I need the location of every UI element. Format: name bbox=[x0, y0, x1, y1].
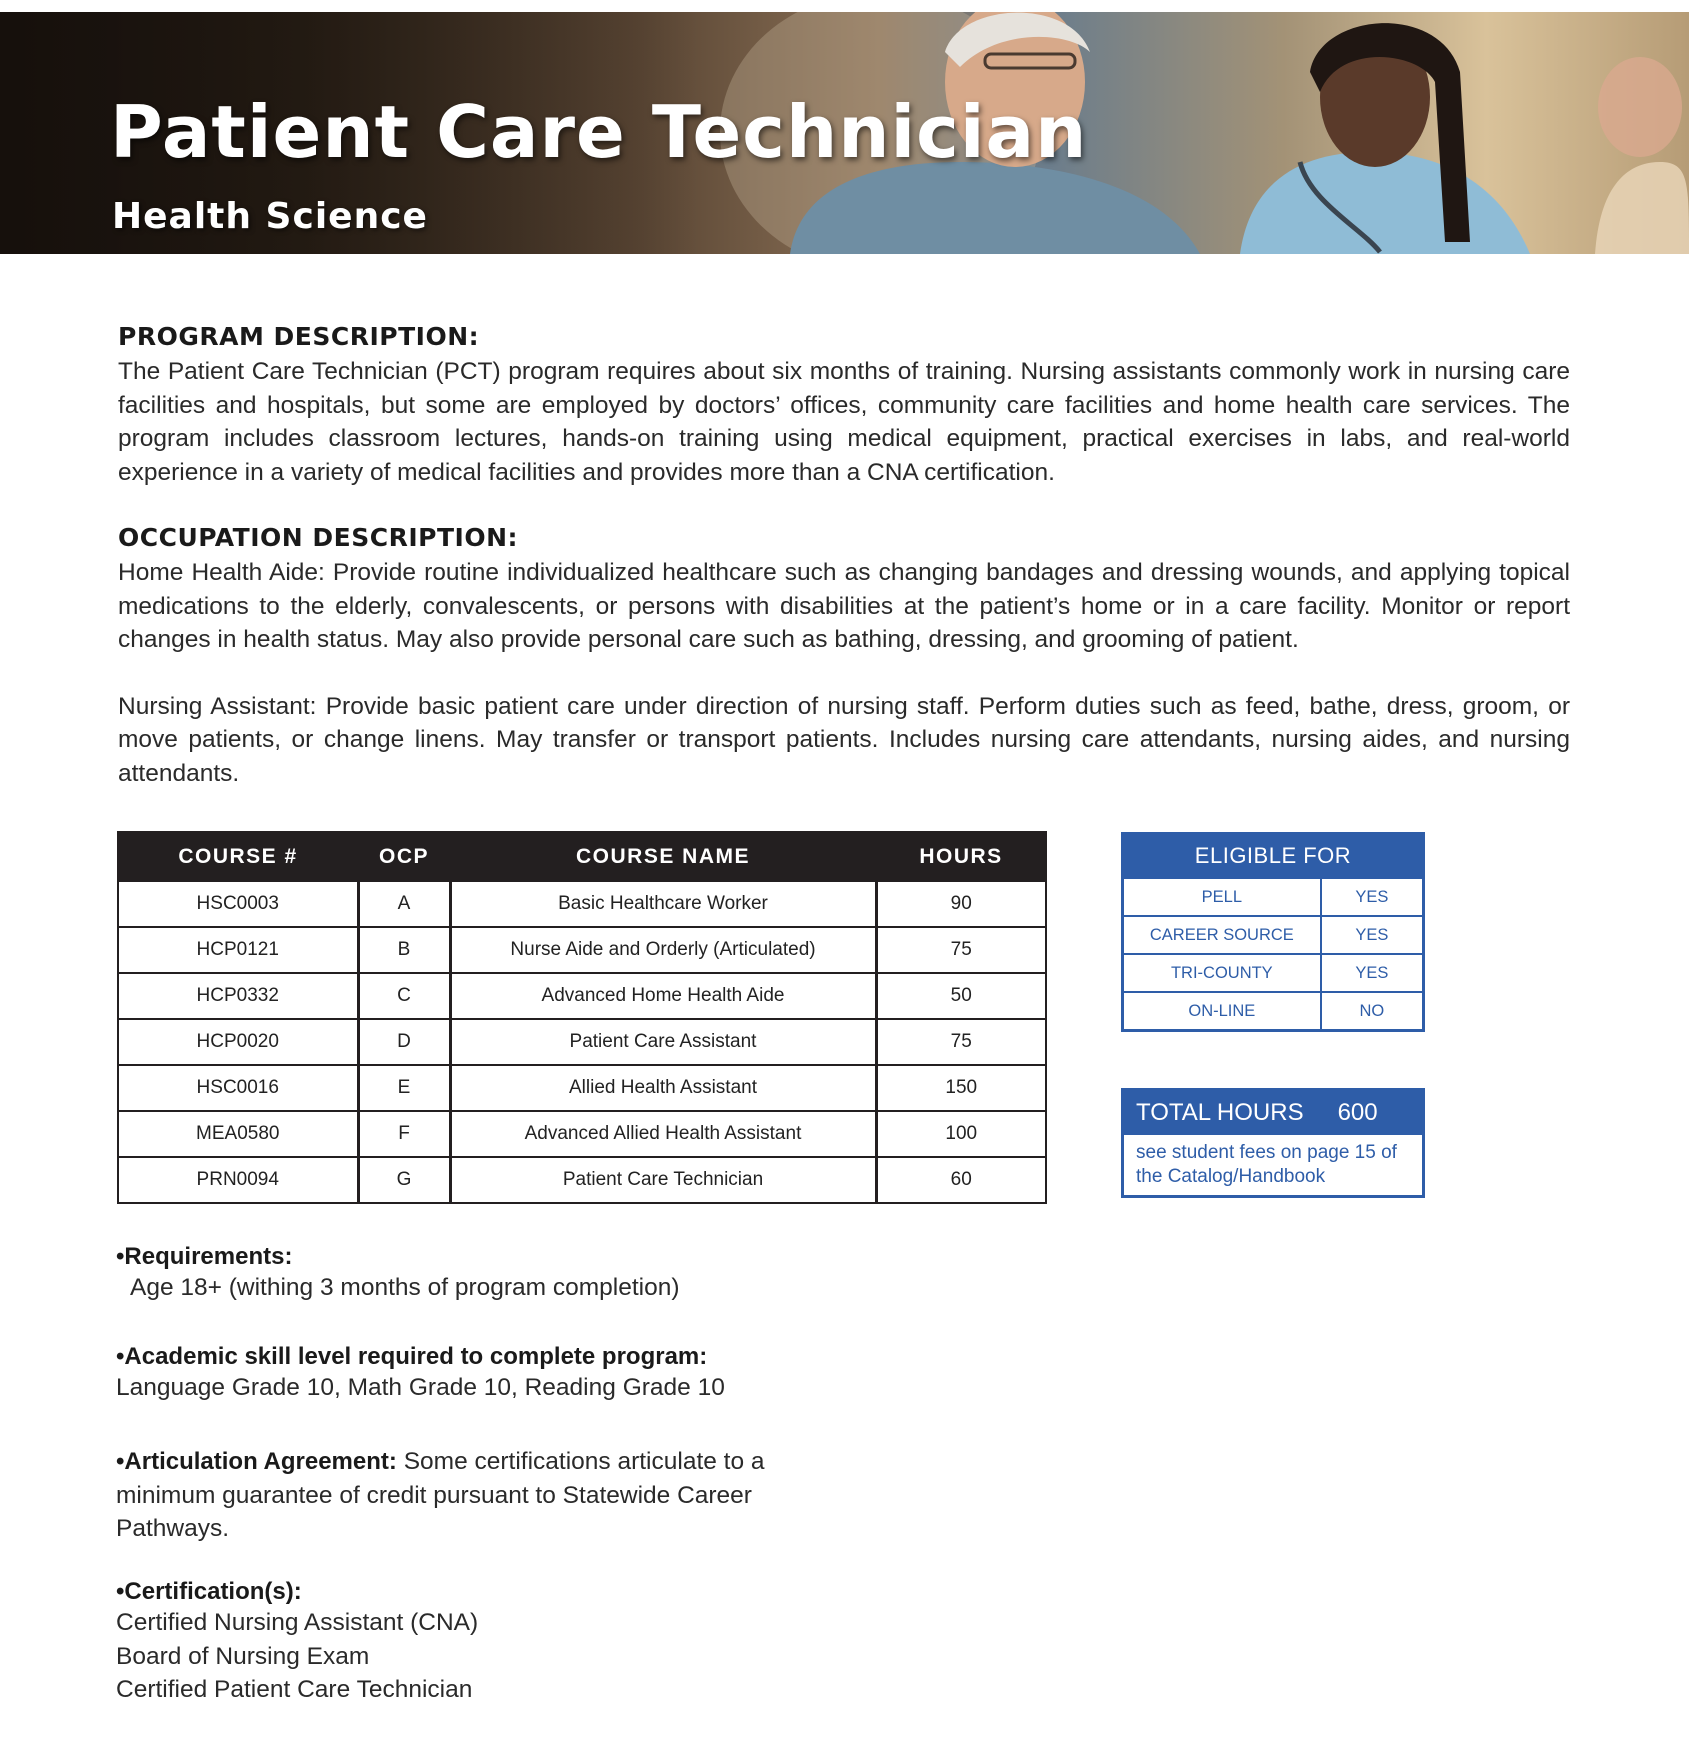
eligible-row bbox=[1124, 916, 1422, 954]
articulation-label: •Articulation Agreement: bbox=[116, 1448, 397, 1475]
certification-item: Certified Patient Care Technician bbox=[116, 1676, 473, 1703]
col-header-hours: HOURS bbox=[876, 832, 1046, 881]
course-number: MEA0580 bbox=[118, 1111, 358, 1157]
academic-skill-label: •Academic skill level required to complete program: bbox=[116, 1343, 708, 1370]
program-description-heading: PROGRAM DESCRIPTION: bbox=[118, 322, 480, 351]
course-hours: 75 bbox=[876, 927, 1046, 973]
academic-skill-text: Language Grade 10, Math Grade 10, Reading Grade 10 bbox=[116, 1374, 725, 1401]
course-ocp: C bbox=[358, 973, 450, 1019]
course-number: HCP0332 bbox=[118, 973, 358, 1019]
eligible-row bbox=[1124, 992, 1422, 1029]
course-name: Advanced Allied Health Assistant bbox=[450, 1111, 876, 1157]
requirements-text: Age 18+ (withing 3 months of program completion) bbox=[130, 1274, 680, 1301]
eligible-for-table bbox=[1124, 877, 1422, 1029]
total-hours-label: TOTAL HOURS bbox=[1136, 1099, 1304, 1126]
certification-item: Board of Nursing Exam bbox=[116, 1642, 370, 1670]
certifications-label: •Certification(s): bbox=[116, 1578, 302, 1605]
course-ocp: G bbox=[358, 1157, 450, 1203]
program-description-text: The Patient Care Technician (PCT) program requires about six months of training. Nursing assistants commonly work in nursing care facilities and hospitals, but some are employed by doctors’ offices, community care facilities and home health care services. The program includes classroom lectures, hands-on training using medical equipment, practical exercises in labs, and real-world experience in a variety of medical facilities and provides more than a CNA certification. bbox=[118, 358, 1570, 486]
course-hours: 90 bbox=[876, 881, 1046, 927]
eligible-row bbox=[1124, 878, 1422, 916]
course-number: HSC0003 bbox=[118, 881, 358, 927]
eligible-label: CAREER SOURCE bbox=[1124, 916, 1321, 954]
table-row bbox=[118, 927, 1046, 973]
course-ocp: D bbox=[358, 1019, 450, 1065]
course-table-header bbox=[118, 832, 1046, 881]
occupation-description-section bbox=[118, 523, 1570, 790]
course-number: HCP0020 bbox=[118, 1019, 358, 1065]
course-name: Patient Care Technician bbox=[450, 1157, 876, 1203]
eligible-label: TRI-COUNTY bbox=[1124, 954, 1321, 992]
course-name: Patient Care Assistant bbox=[450, 1019, 876, 1065]
eligible-label: ON-LINE bbox=[1124, 992, 1321, 1029]
course-number: PRN0094 bbox=[118, 1157, 358, 1203]
course-hours: 100 bbox=[876, 1111, 1046, 1157]
course-hours: 150 bbox=[876, 1065, 1046, 1111]
eligible-value: NO bbox=[1321, 992, 1422, 1029]
table-row bbox=[118, 1019, 1046, 1065]
course-number: HCP0121 bbox=[118, 927, 358, 973]
table-row bbox=[118, 1111, 1046, 1157]
certifications-section bbox=[116, 1578, 816, 1707]
eligible-for-box bbox=[1121, 832, 1425, 1032]
course-name: Basic Healthcare Worker bbox=[450, 881, 876, 927]
table-row bbox=[118, 1065, 1046, 1111]
page-title: Patient Care Technician bbox=[110, 90, 1088, 174]
course-table bbox=[117, 831, 1047, 1204]
eligible-for-heading: ELIGIBLE FOR bbox=[1124, 835, 1422, 877]
col-header-course-number: COURSE # bbox=[118, 832, 358, 881]
course-name: Allied Health Assistant bbox=[450, 1065, 876, 1111]
header-banner bbox=[0, 12, 1689, 254]
eligible-value: YES bbox=[1321, 954, 1422, 992]
eligible-value: YES bbox=[1321, 916, 1422, 954]
occupation-description-heading: OCCUPATION DESCRIPTION: bbox=[118, 523, 519, 552]
home-health-aide-text: Home Health Aide: Provide routine individualized healthcare such as changing bandages and dressing wounds, and applying topical medications to the elderly, convalescents, or persons with disabilities at the patient’s home or in a care facility. Monitor or report changes in health status. May also provide personal care such as bathing, dressing, and grooming of patient. bbox=[118, 559, 1570, 653]
course-number: HSC0016 bbox=[118, 1065, 358, 1111]
student-fees-note: see student fees on page 15 of the Catalog/Handbook bbox=[1136, 1142, 1397, 1187]
total-hours-box bbox=[1121, 1088, 1425, 1198]
course-name: Advanced Home Health Aide bbox=[450, 973, 876, 1019]
course-ocp: F bbox=[358, 1111, 450, 1157]
course-hours: 75 bbox=[876, 1019, 1046, 1065]
col-header-ocp: OCP bbox=[358, 832, 450, 881]
program-description-section bbox=[118, 322, 1570, 489]
certification-item: Certified Nursing Assistant (CNA) bbox=[116, 1609, 479, 1636]
eligible-row bbox=[1124, 954, 1422, 992]
course-ocp: E bbox=[358, 1065, 450, 1111]
requirements-section bbox=[116, 1243, 816, 1305]
academic-skill-section bbox=[116, 1343, 916, 1405]
table-row bbox=[118, 973, 1046, 1019]
total-hours-value: 600 bbox=[1337, 1099, 1378, 1126]
total-hours-header bbox=[1124, 1091, 1422, 1135]
nursing-assistant-text: Nursing Assistant: Provide basic patient care under direction of nursing staff. Perform duties such as feed, bathe, dress, groom, or move patients, or change linens. May transfer or transport patients. Includes nursing care attendants, nursing aides, and nursing attendants. bbox=[118, 692, 1570, 787]
col-header-course-name: COURSE NAME bbox=[450, 832, 876, 881]
page-subtitle: Health Science bbox=[112, 196, 428, 237]
table-row bbox=[118, 1157, 1046, 1203]
course-hours: 60 bbox=[876, 1157, 1046, 1203]
course-hours: 50 bbox=[876, 973, 1046, 1019]
articulation-section bbox=[116, 1445, 796, 1546]
articulation-text: Some certifications articulate to a minimum guarantee of credit pursuant to Statewide Career Pathways. bbox=[116, 1448, 765, 1542]
eligible-value: YES bbox=[1321, 878, 1422, 916]
course-ocp: B bbox=[358, 927, 450, 973]
course-name: Nurse Aide and Orderly (Articulated) bbox=[450, 927, 876, 973]
table-row bbox=[118, 881, 1046, 927]
course-ocp: A bbox=[358, 881, 450, 927]
eligible-label: PELL bbox=[1124, 878, 1321, 916]
requirements-label: •Requirements: bbox=[116, 1243, 293, 1270]
